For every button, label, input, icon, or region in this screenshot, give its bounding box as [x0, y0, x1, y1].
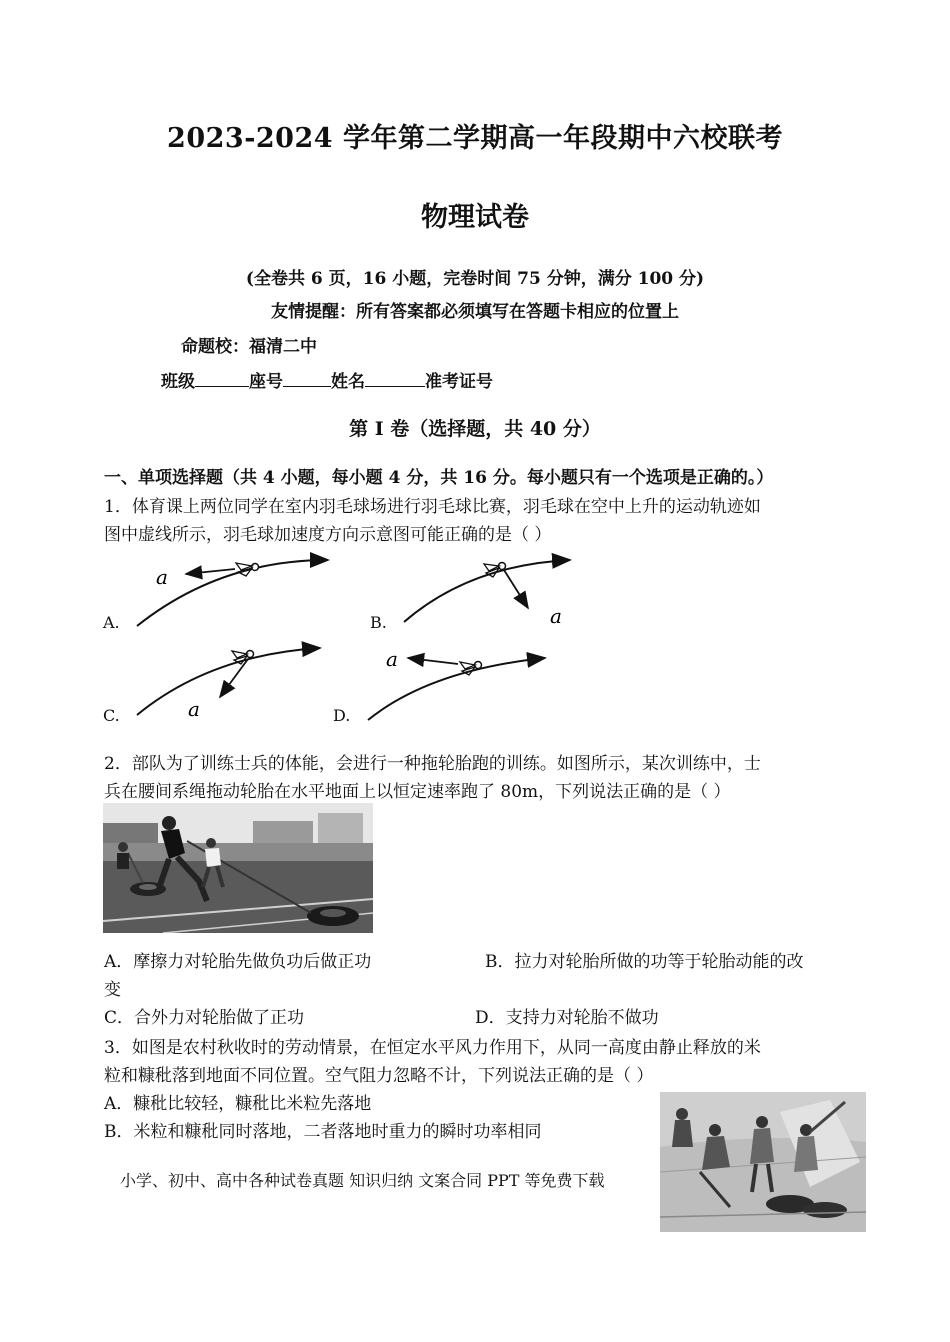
- q2-option-c[interactable]: C．合外力对轮胎做了正功: [104, 1008, 305, 1028]
- exam-info: (全卷共 6 页，16 小题，完卷时间 75 分钟，满分 100 分): [245, 269, 705, 289]
- q1-option-b-label[interactable]: B.: [370, 613, 387, 632]
- q1-line2: 图中虚线所示，羽毛球加速度方向示意图可能正确的是（ ）: [104, 525, 552, 545]
- q2-option-b[interactable]: B．拉力对轮胎所做的功等于轮胎动能的改: [485, 952, 804, 972]
- q2-option-b-cont: 变: [104, 980, 121, 1000]
- q2-line1: 2．部队为了训练士兵的体能，会进行一种拖轮胎跑的训练。如图所示，某次训练中，士: [104, 754, 761, 774]
- accel-label-c: a: [188, 697, 200, 721]
- q1-figures: [100, 550, 600, 730]
- q3-option-b[interactable]: B．米粒和糠秕同时落地，二者落地时重力的瞬时功率相同: [104, 1122, 542, 1142]
- section-heading: 一、单项选择题（共 4 小题，每小题 4 分，共 16 分。每小题只有一个选项是正确的。）: [104, 468, 774, 488]
- class-blank[interactable]: [195, 370, 249, 387]
- footer-ad: 小学、初中、高中各种试卷真题 知识归纳 文案合同 PPT 等免费下载: [120, 1171, 605, 1190]
- reminder: 友情提醒：所有答案都必须填写在答题卡相应的位置上: [271, 302, 679, 322]
- harvest-painting: [660, 1092, 866, 1232]
- accel-label-b: a: [550, 604, 562, 628]
- q1-option-d-label[interactable]: D.: [333, 706, 351, 725]
- q1-option-a-label[interactable]: A.: [103, 613, 120, 632]
- q1-option-c-label[interactable]: C.: [103, 706, 120, 725]
- figure-a: [137, 560, 328, 626]
- q3-line1: 3．如图是农村秋收时的劳动情景，在恒定水平风力作用下，从同一高度由静止释放的米: [104, 1038, 761, 1058]
- subject-title: 物理试卷: [421, 202, 529, 233]
- q2-option-a[interactable]: A．摩擦力对轮胎先做负功后做正功: [104, 952, 372, 972]
- q3-option-a[interactable]: A．糠秕比较轻，糠秕比米粒先落地: [104, 1094, 372, 1114]
- school-line: 命题校：福清二中: [181, 337, 317, 357]
- figure-c: [137, 648, 320, 721]
- figure-b: [404, 560, 570, 628]
- q3-line2: 粒和糠秕落到地面不同位置。空气阻力忽略不计，下列说法正确的是（ ）: [104, 1066, 654, 1086]
- student-fields: [161, 367, 493, 392]
- exam-no-label: 准考证号: [425, 372, 493, 392]
- exam-title: 2023-2024 学年第二学期高一年段期中六校联考: [167, 123, 783, 154]
- q2-stem: [104, 750, 849, 806]
- q2-option-d[interactable]: D．支持力对轮胎不做功: [475, 1008, 659, 1028]
- name-blank[interactable]: [365, 370, 425, 387]
- q2-line2: 兵在腰间系绳拖动轮胎在水平地面上以恒定速率跑了 80m，下列说法正确的是（ ）: [104, 782, 731, 802]
- accel-label-d: a: [386, 647, 398, 671]
- q2-options: [104, 948, 849, 1032]
- seat-blank[interactable]: [283, 370, 331, 387]
- accel-label-a: a: [156, 565, 168, 589]
- seat-label: 座号: [249, 372, 283, 392]
- figure-d: [368, 647, 545, 720]
- part1-title: 第 I 卷（选择题，共 40 分）: [349, 418, 601, 440]
- class-label: 班级: [161, 372, 195, 392]
- name-label: 姓名: [331, 372, 365, 392]
- q1-stem: [104, 493, 849, 549]
- tire-training-photo: [103, 803, 373, 933]
- q1-line1: 1．体育课上两位同学在室内羽毛球场进行羽毛球比赛，羽毛球在空中上升的运动轨迹如: [104, 497, 761, 517]
